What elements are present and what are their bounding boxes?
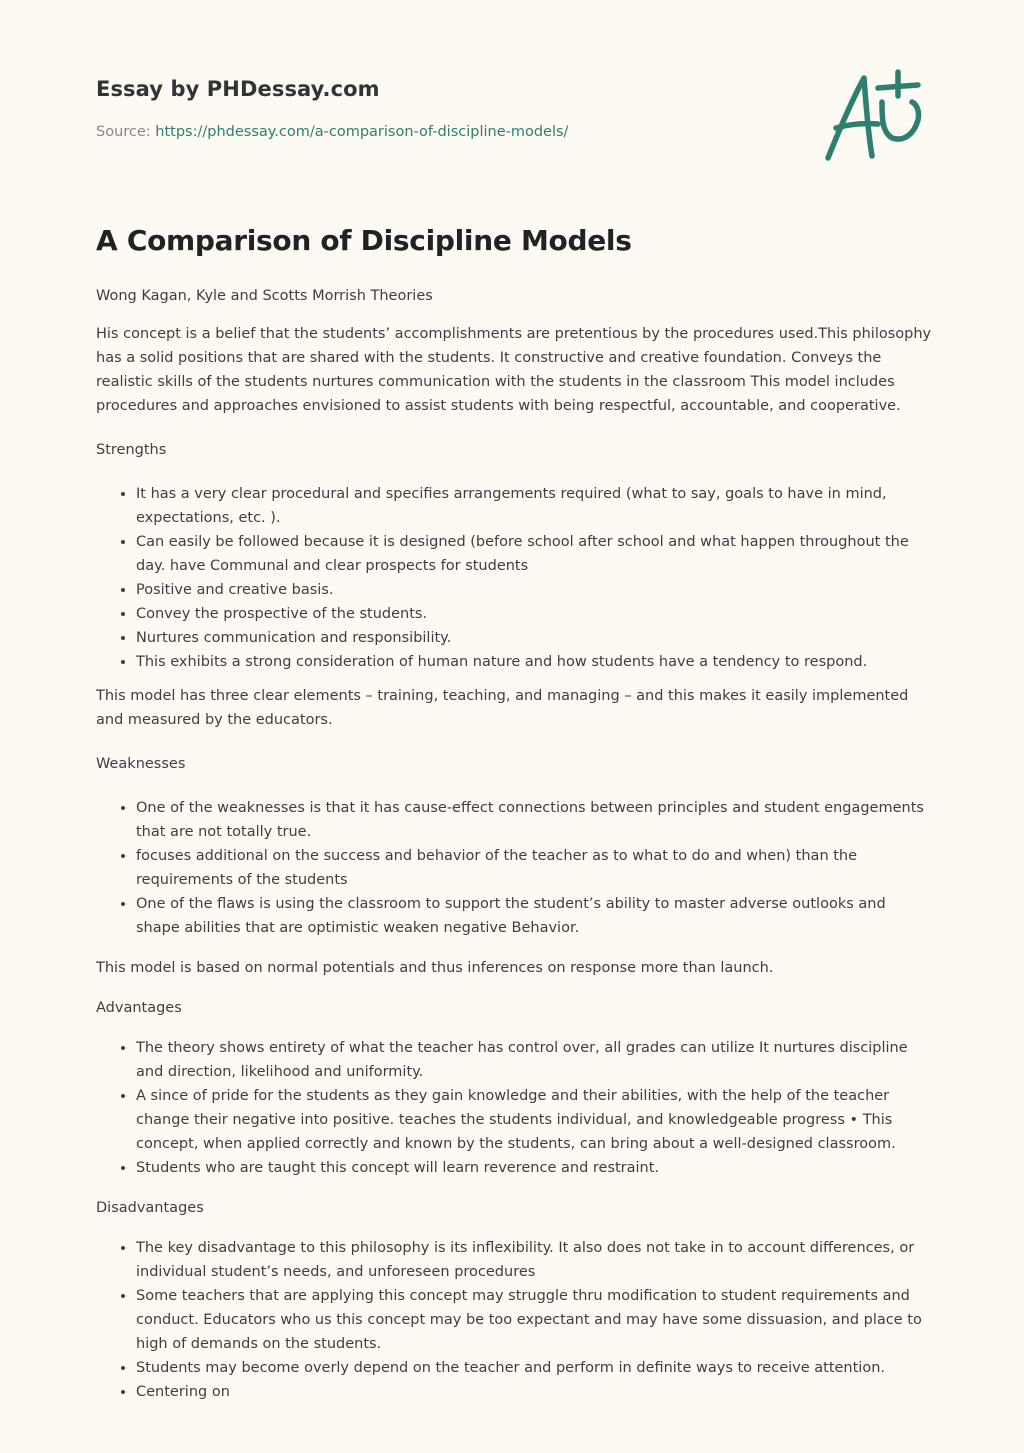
advantages-list: [96, 1036, 932, 1180]
list-item: • Can easily be followed because it is designed (before school after school and what happen throughout the day. have Communal and clear prospects for students: [136, 530, 932, 578]
list-item: • A since of pride for the students as they gain knowledge and their abilities, with the help of the teacher change their negative into positive. teaches the students individual, and knowledgeable progress • This concept, when applied correctly and known by the students, can bring about a well-designed classroom.: [136, 1084, 932, 1156]
document-title: A Comparison of Discipline Models: [96, 224, 632, 257]
disadvantages-list: [96, 1236, 932, 1404]
disadvantages-heading: Disadvantages: [96, 1200, 204, 1216]
list-item: • Convey the prospective of the students.: [136, 602, 932, 626]
document-body: [96, 284, 932, 1404]
source-link[interactable]: https://phdessay.com/a-comparison-of-discipline-models/: [155, 124, 569, 140]
intro-paragraph: His concept is a belief that the students’ accomplishments are pretentious by the procedures used.This philosophy has a solid positions that are shared with the students. It constructive and creative foundation. Conveys the realistic skills of the students nurtures communication with the students in the classroom This model includes procedures and approaches envisioned to assist students with being respectful, accountable, and cooperative.: [96, 326, 932, 414]
list-item: • This exhibits a strong consideration of human nature and how students have a tendency to respond.: [136, 650, 932, 674]
site-brand: Essay by PHDessay.com: [96, 77, 380, 101]
source-line: [96, 124, 568, 140]
a-plus-logo-icon: [818, 66, 930, 166]
document-subtitle: Wong Kagan, Kyle and Scotts Morrish Theories: [96, 288, 433, 304]
weaknesses-list: [96, 796, 932, 940]
list-item: • It has a very clear procedural and specifies arrangements required (what to say, goals to have in mind, expectations, etc. ).: [136, 482, 932, 530]
list-item: • focuses additional on the success and behavior of the teacher as to what to do and when) than the requirements of the students: [136, 844, 932, 892]
list-item: • One of the flaws is using the classroom to support the student’s ability to master adverse outlooks and shape abilities that are optimistic weaken negative Behavior.: [136, 892, 932, 940]
list-item: • Nurtures communication and responsibility.: [136, 626, 932, 650]
weaknesses-summary: This model is based on normal potentials and thus inferences on response more than launch.: [96, 960, 774, 976]
list-item: • Students may become overly depend on the teacher and perform in definite ways to receive attention.: [136, 1356, 932, 1380]
list-item: • Positive and creative basis.: [136, 578, 932, 602]
list-item: • The key disadvantage to this philosophy is its inflexibility. It also does not take in to account differences, or individual student’s needs, and unforeseen procedures: [136, 1236, 932, 1284]
strengths-summary: This model has three clear elements – training, teaching, and managing – and this makes it easily implemented and measured by the educators.: [96, 688, 909, 728]
list-item: • One of the weaknesses is that it has cause-effect connections between principles and student engagements that are not totally true.: [136, 796, 932, 844]
list-item: • Centering on: [136, 1380, 932, 1404]
advantages-heading: Advantages: [96, 1000, 182, 1016]
list-item: • The theory shows entirety of what the teacher has control over, all grades can utilize It nurtures discipline and direction, likelihood and uniformity.: [136, 1036, 932, 1084]
strengths-heading: Strengths: [96, 442, 167, 458]
list-item: • Students who are taught this concept will learn reverence and restraint.: [136, 1156, 932, 1180]
strengths-list: [96, 482, 932, 674]
source-label: Source:: [96, 124, 156, 140]
list-item: • Some teachers that are applying this concept may struggle thru modification to student requirements and conduct. Educators who us this concept may be too expectant and may have some dissuasion, and place to high of demands on the students.: [136, 1284, 932, 1356]
weaknesses-heading: Weaknesses: [96, 756, 186, 772]
